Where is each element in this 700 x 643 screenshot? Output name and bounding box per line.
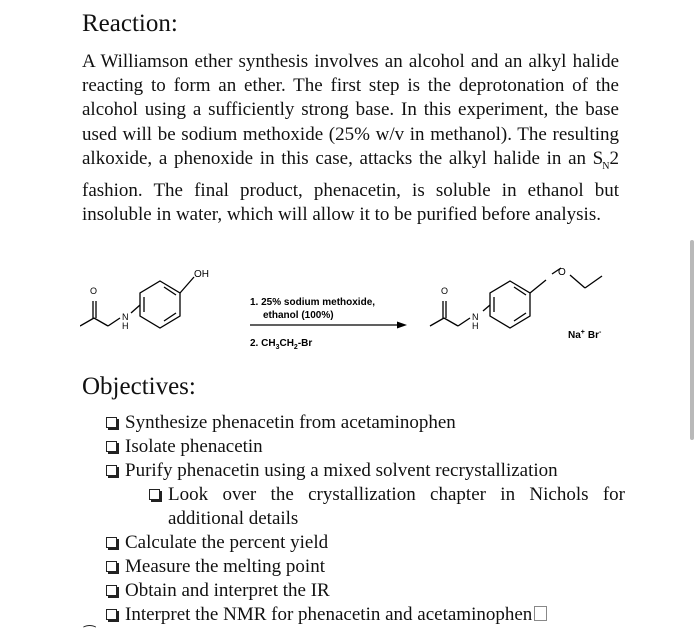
objective-item: Isolate phenacetin [105, 435, 625, 459]
product-phenacetin-structure [430, 268, 602, 328]
checkbox-icon [106, 561, 117, 572]
placeholder-box-icon [534, 606, 547, 621]
reaction-scheme [80, 255, 640, 365]
reactant-n-label: N [122, 312, 129, 322]
checkbox-icon [149, 489, 160, 500]
product-n-label: N [472, 312, 479, 322]
checkbox-icon [106, 417, 117, 428]
objectives-list [105, 411, 625, 627]
objective-subitem: Look over the crystallization chapter in Nichols for additional details [148, 483, 625, 531]
step1-line2: ethanol (100%) [263, 310, 334, 321]
objective-item: Measure the melting point [105, 555, 625, 579]
checkbox-icon [106, 537, 117, 548]
checkbox-icon [106, 465, 117, 476]
reactant-o-label: O [90, 286, 98, 296]
paragraph-text-1: A Williamson ether synthesis involves an alcohol and an alkyl halide reacting to form an ether. The first step is the deprotonation of the alcohol using a sufficiently strong base. In this experiment, the base used will be sodium methoxide (25% w/v in methanol). The resulting alkoxide, a phenoxide in this case, attacks the alkyl halide in an S [82, 51, 619, 169]
checkbox-icon [106, 441, 117, 452]
checkbox-icon [106, 585, 117, 596]
objective-item: Purify phenacetin using a mixed solvent recrystallization [105, 459, 625, 483]
checkbox-icon [106, 609, 117, 620]
reactant-acetaminophen-structure [80, 277, 194, 328]
reaction-arrow [250, 322, 407, 329]
step1-line1: 1. 25% sodium methoxide, [250, 297, 376, 308]
vertical-scrollbar[interactable] [690, 240, 694, 440]
cut-off-glyph-icon: ⁀ [84, 627, 96, 642]
byproduct-nabr: Na+ Br- [568, 329, 602, 341]
objective-item: Interpret the NMR for phenacetin and acetaminophen [105, 603, 625, 627]
sn2-subscript: N [602, 160, 610, 172]
product-ether-o-label: O [558, 267, 566, 278]
product-carbonyl-o-label: O [441, 286, 449, 296]
product-h-label: H [472, 321, 479, 331]
reaction-heading: Reaction: [82, 10, 178, 37]
step2-reagent: 2. $CH_3CH_2-Br$ [250, 338, 313, 351]
reaction-paragraph [82, 50, 619, 227]
objective-item: Obtain and interpret the IR [105, 579, 625, 603]
objectives-heading: Objectives: [82, 373, 196, 400]
reactant-h-label: H [122, 321, 129, 331]
objective-item: Synthesize phenacetin from acetaminophen [105, 411, 625, 435]
reactant-oh-label: OH [194, 269, 209, 280]
objective-item: Calculate the percent yield [105, 531, 625, 555]
paragraph-text-2: 2 fashion. The final product, phenacetin, is soluble in ethanol but insoluble in water, which will allow it to be purified before analysis. [82, 147, 619, 226]
